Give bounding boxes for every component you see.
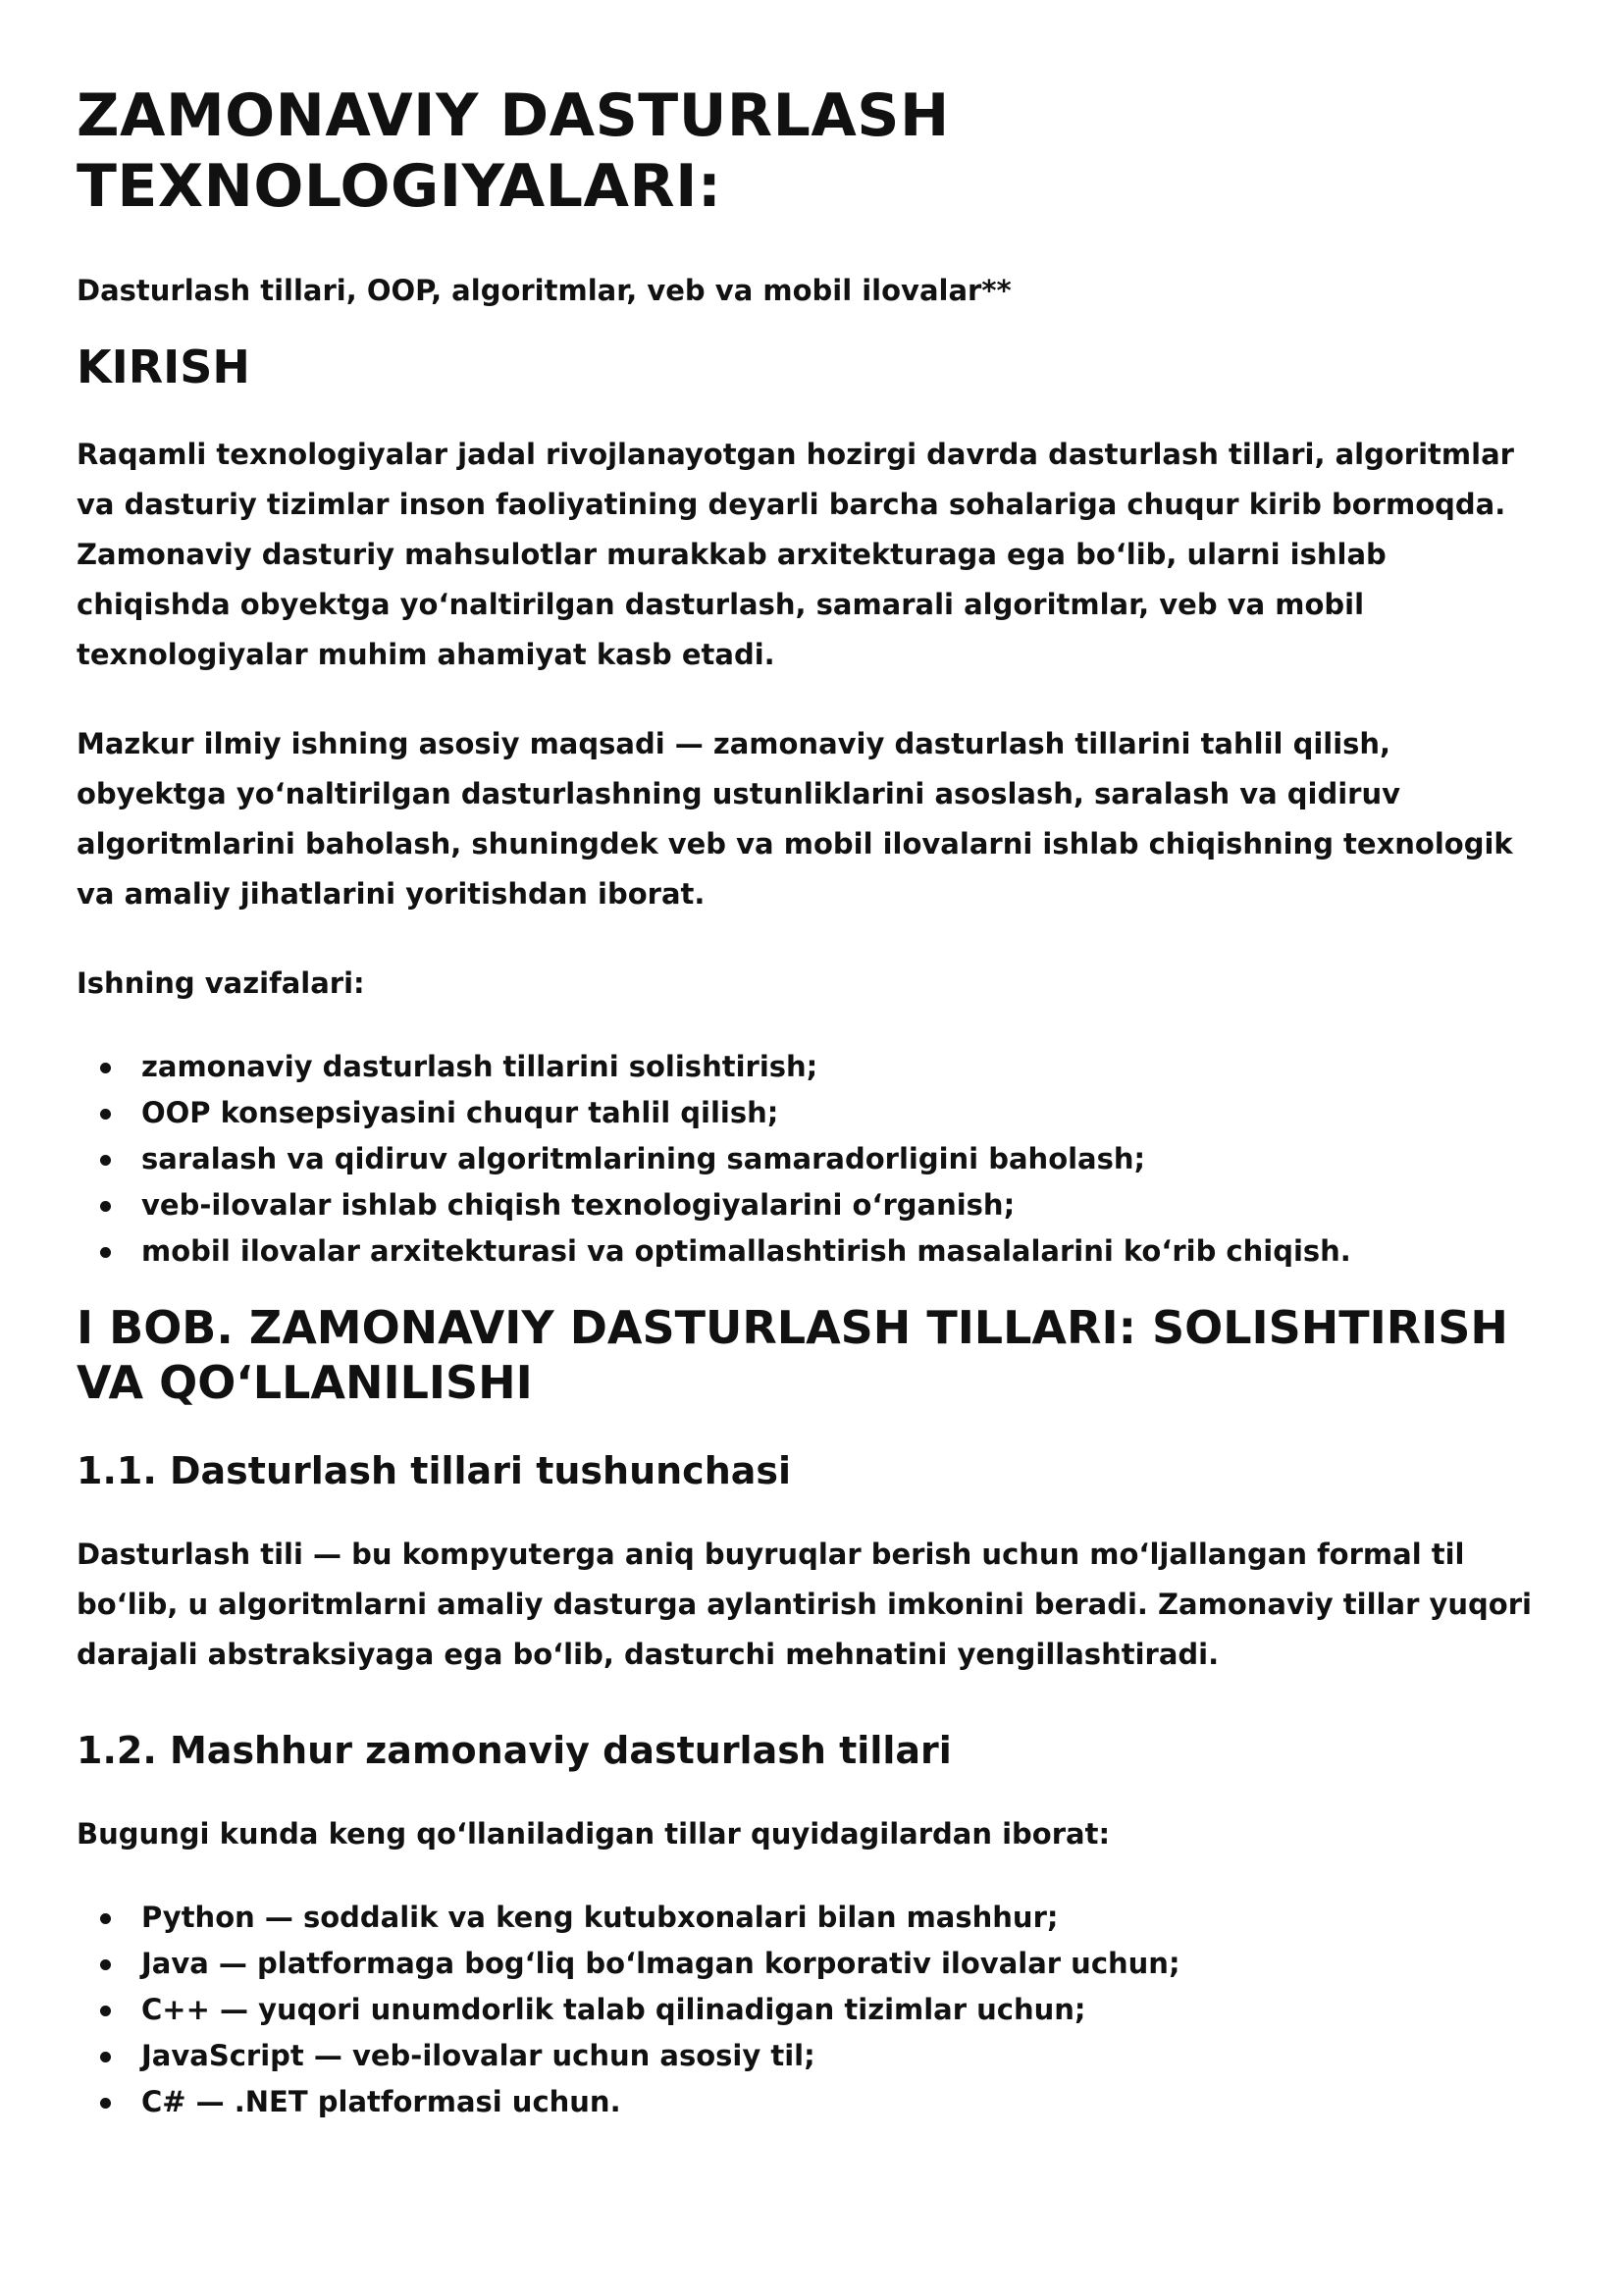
list-item-text: Python — soddalik va keng kutubxonalari bilan mashhur;: [141, 1901, 1059, 1934]
section-1-2-lead: Bugungi kunda keng qo‘llaniladigan tillar quyidagilardan iborat:: [77, 1817, 1111, 1851]
document-subtitle: Dasturlash tillari, OOP, algoritmlar, veb va mobil ilovalar**: [77, 274, 1012, 307]
intro-paragraph-1: Raqamli texnologiyalar jadal rivojlanayotgan hozirgi davrda dasturlash tillari, algoritmlar va dasturiy tizimlar inson faoliyatining deyarli barcha sohalariga chuqur kirib bormoqda. Zamonaviy dasturiy mahsulotlar murakkab arxitekturaga ega bo‘lib, ularni ishlab chiqishda obyektga yo‘naltirilgan dasturlash, samarali algoritmlar, veb va mobil texnologiyalar muhim ahamiyat kasb etadi.: [77, 438, 1514, 671]
list-item-text: saralash va qidiruv algoritmlarining samaradorligini baholash;: [141, 1142, 1146, 1175]
section-1-1-paragraph: Dasturlash tili — bu kompyuterga aniq buyruqlar berish uchun mo‘ljallangan formal til bo‘lib, u algoritmlarni amaliy dasturga aylantirish imkonini beradi. Zamonaviy tillar yuqori darajali abstraksiyaga ega bo‘lib, dasturchi mehnatini yengillashtiradi.: [77, 1538, 1532, 1671]
intro-paragraph-2: Mazkur ilmiy ishning asosiy maqsadi — zamonaviy dasturlash tillarini tahlil qilish, obyektga yo‘naltirilgan dasturlashning ustunliklarini asoslash, saralash va qidiruv algoritmlarini baholash, shuningdek veb va mobil ilovalarni ishlab chiqishning texnologik va amaliy jihatlarini yoritishdan iborat.: [77, 727, 1513, 911]
bullet-icon: [100, 1247, 111, 1258]
list-item: [77, 1228, 1548, 1275]
list-item: [77, 1941, 1548, 1987]
bullet-icon: [100, 2098, 111, 2109]
tasks-label: Ishning vazifalari:: [77, 966, 365, 1000]
bullet-icon: [100, 2006, 111, 2016]
bullet-icon: [100, 1063, 111, 1073]
list-item: [77, 1090, 1548, 1136]
list-item: [77, 1044, 1548, 1090]
bullet-icon: [100, 1155, 111, 1166]
list-item: [77, 1136, 1548, 1182]
list-item-text: Java — platformaga bog‘liq bo‘lmagan korporativ ilovalar uchun;: [141, 1947, 1180, 1980]
section-1-2-heading: 1.2. Mashhur zamonaviy dasturlash tillari: [77, 1729, 952, 1772]
list-item-text: veb-ilovalar ishlab chiqish texnologiyalarini o‘rganish;: [141, 1188, 1016, 1222]
chapter-1-heading: I BOB. ZAMONAVIY DASTURLASH TILLARI: SOLISHTIRISH VA QO‘LLANILISHI: [77, 1301, 1508, 1409]
list-item-text: zamonaviy dasturlash tillarini solishtirish;: [141, 1050, 818, 1083]
list-item-text: JavaScript — veb-ilovalar uchun asosiy til;: [141, 2039, 815, 2072]
list-item: [77, 2079, 1548, 2125]
list-item: [77, 1987, 1548, 2033]
list-item-text: mobil ilovalar arxitekturasi va optimallashtirish masalalarini ko‘rib chiqish.: [141, 1234, 1351, 1268]
list-item: [77, 1895, 1548, 1941]
document-title-line-1: ZAMONAVIY DASTURLASH: [77, 81, 950, 150]
document-title: [77, 80, 1548, 222]
intro-heading: KIRISH: [77, 340, 250, 393]
bullet-icon: [100, 1913, 111, 1924]
bullet-icon: [100, 1201, 111, 1212]
section-1-1-heading: 1.1. Dasturlash tillari tushunchasi: [77, 1449, 792, 1492]
bullet-icon: [100, 1109, 111, 1120]
tasks-list: [77, 1044, 1548, 1275]
list-item: [77, 2033, 1548, 2079]
document-title-line-2: TEXNOLOGIYALARI:: [77, 152, 722, 221]
list-item-text: OOP konsepsiyasini chuqur tahlil qilish;: [141, 1096, 779, 1129]
list-item: [77, 1182, 1548, 1228]
document-page: [77, 80, 1548, 2125]
list-item-text: C++ — yuqori unumdorlik talab qilinadigan tizimlar uchun;: [141, 1993, 1086, 2026]
bullet-icon: [100, 1959, 111, 1970]
list-item-text: C# — .NET platformasi uchun.: [141, 2085, 621, 2118]
bullet-icon: [100, 2052, 111, 2062]
languages-list: [77, 1895, 1548, 2125]
